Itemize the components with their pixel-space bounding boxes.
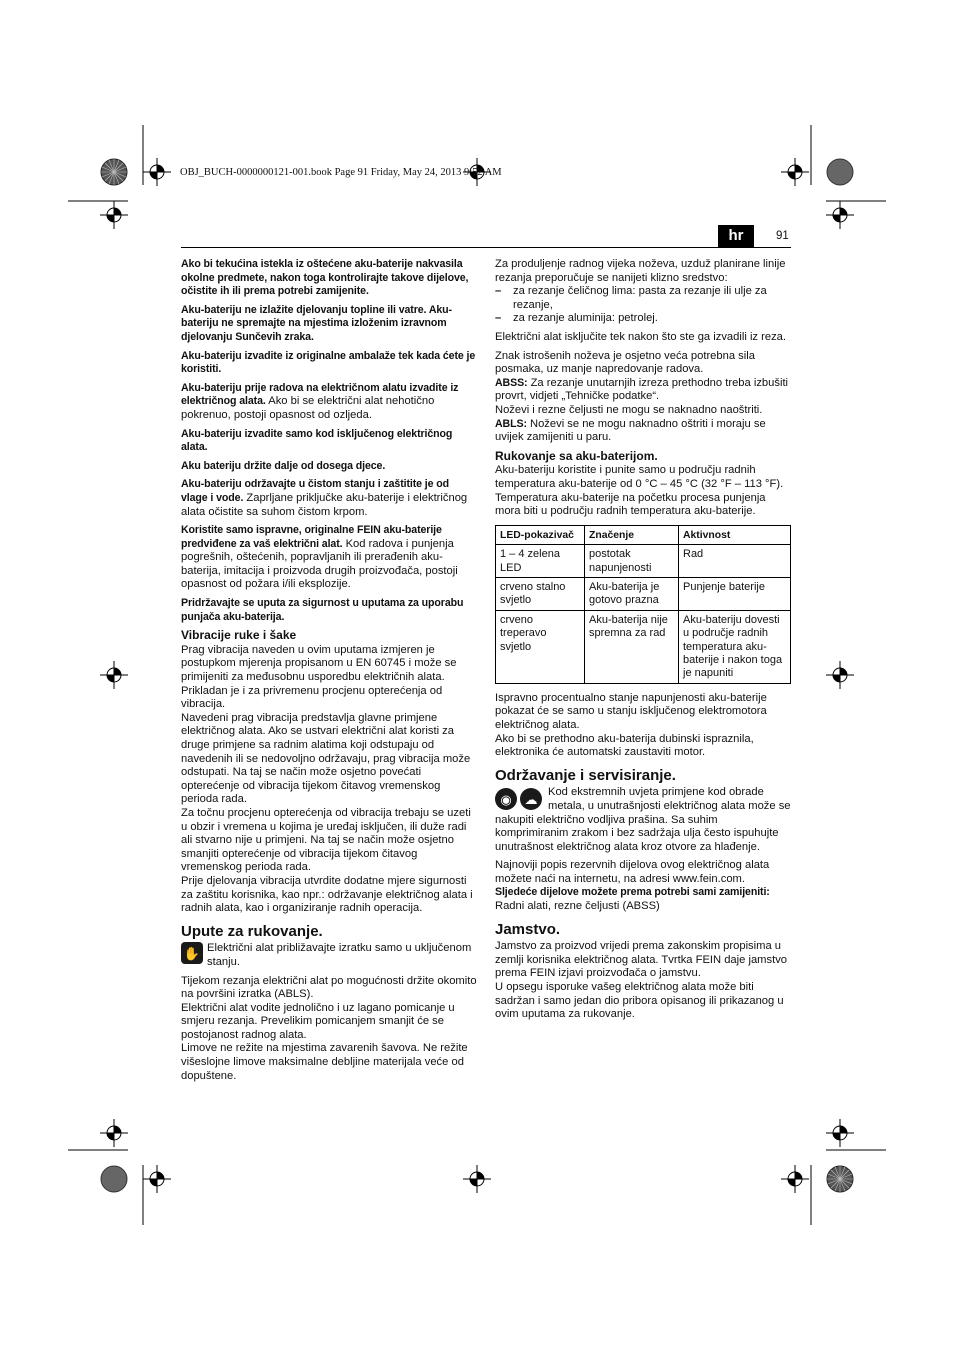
paragraph: Ispravno procentualno stanje napunjenosti aku-baterije pokazat će se samo u stanju isključenog elektromotora električnog alata.: [495, 691, 767, 731]
table-row: [496, 610, 791, 683]
eye-protection-icon: ◉: [495, 788, 517, 810]
operating-instructions-heading: Upute za rukovanje.: [181, 922, 323, 940]
table-header: LED-pokazivač: [496, 525, 585, 544]
instruction-paragraph: Limove ne režite na mjestima zavarenih šavova. Ne režite višeslojne limove maksimalne debljine materijala veće od dopuštene.: [181, 1042, 468, 1082]
paragraph: [495, 418, 791, 445]
safety-paragraph: Aku-bateriju izvadite samo kod isključenog električnog alata.: [181, 427, 453, 454]
paragraph: Kod ekstremnih uvjeta primjene kod obrade metala, u unutrašnjosti električnog alata može se nakupiti električno vodljiva prašina. Sa suhim komprimiranim zrakom i bez sadržaja ulja često ispuhujte unutrašnost električnog alata kroz otvore za hlađenje.: [495, 786, 791, 853]
vibration-paragraph: Za točnu procjenu opterećenja od vibracija trebaju se uzeti u obzir i vremena u kojima je uređaj isključen, ili duže radi ali stvarno nije u primjeni. Na taj se način može osjetno smanjiti opterećenje od vibracija tijekom čitavog vremenskog perioda rada.: [181, 806, 471, 874]
safety-paragraph: Aku-bateriju izvadite iz originalne ambalaže tek kada ćete je koristiti.: [181, 349, 476, 376]
warranty-heading: Jamstvo.: [495, 920, 561, 938]
hand-on-tool-icon: ✋: [181, 942, 203, 964]
table-cell: crveno stalno svjetlo: [496, 577, 585, 610]
maintenance-heading: Održavanje i servisiranje.: [495, 766, 676, 784]
bold-lead: Koristite samo ispravne, originalne FEIN aku-baterije predviđene za vaš električni alat.: [181, 524, 442, 550]
led-table: [495, 525, 791, 684]
table-cell: Aku-bateriju dovesti u područje radnih temperatura aku-baterije i nakon toga je napuniti: [679, 610, 791, 683]
maintenance-block: [495, 786, 791, 854]
lubricant-list: [495, 285, 791, 326]
language-badge: hr: [718, 225, 754, 247]
battery-handling-heading: Rukovanje sa aku-baterijom.: [495, 448, 658, 463]
table-cell: postotak napunjenosti: [585, 545, 679, 578]
paragraph-text: Kod radova i punjenja pogrešnih, oštećenih, popravljanih ili prerađenih aku-baterija, imitacija i proizvoda drugih proizvođača, postoji opasnost od požara i/ili eksplozije.: [181, 537, 458, 591]
vibration-paragraph: Navedeni prag vibracija predstavlja glavne primjene električnog alata. Ako se ustvari električni alat koristi za druge primjene sa radnim alatima koji odstupaju od navedenih ili se nedovoljno održavaju, prag vibracija može odstupati. Na taj se način može osjetno povećati opterećenje od vibracija tijekom čitavog vremenskog perioda rada.: [181, 711, 471, 806]
table-header-row: [496, 525, 791, 544]
safety-paragraph: [181, 524, 477, 592]
ppe-icons: [495, 788, 542, 810]
paragraph: Noževi i rezne čeljusti ne mogu se naknadno naoštriti.: [495, 403, 763, 416]
paragraph: Radni alati, rezne čeljusti (ABSS): [495, 900, 660, 913]
right-column: [495, 258, 791, 1027]
paragraph: Najnoviji popis rezervnih dijelova ovog električnog alata možete naći na internetu, na adresi www.fein.com.: [495, 859, 770, 885]
file-info: OBJ_BUCH-0000000121-001.book Page 91 Friday, May 24, 2013 9:52 AM: [180, 167, 502, 178]
paragraph: Znak istrošenih noževa je osjetno veća potrebna sila posmaka, uz manje napredovanje radova.: [495, 349, 755, 376]
instruction-paragraph: Električni alat vodite jednolično i uz lagano pomicanje u smjeru rezanja. Prevelikim pomicanjem smanjit će se postojanost radnog alata.: [181, 1001, 455, 1041]
paragraph: U opsegu isporuke vašeg električnog alata može biti sadržan i samo jedan dio pribora opisanog ili prikazanog u ovim uputama za rukovanje.: [495, 981, 784, 1021]
icon-paragraph: [181, 942, 477, 969]
paragraph-text: Električni alat približavajte izratku samo u uključenom stanju.: [207, 942, 472, 968]
spare-parts-lead: Sljedeće dijelove možete prema potrebi sami zamijeniti:: [495, 886, 770, 899]
paragraph-text: Za rezanje unutarnjih izreza prethodno treba izbušiti provrt, vidjeti „Tehničke podatke“.: [495, 376, 789, 403]
list-item: – za rezanje čeličnog lima: pasta za rezanje ili ulje za rezanje,: [495, 285, 791, 312]
bold-lead: Aku-bateriju održavajte u čistom stanju i zaštitite je od vlage i vode.: [181, 478, 450, 504]
table-row: [496, 545, 791, 578]
paragraph-text: Ako bi se električni alat nehotično pokrenuo, postoji opasnost od ozljeda.: [181, 395, 435, 421]
table-header: Značenje: [585, 525, 679, 544]
vibration-heading: Vibracije ruke i šake: [181, 628, 297, 643]
table-cell: crveno treperavo svjetlo: [496, 610, 585, 683]
bold-lead: ABLS:: [495, 417, 527, 430]
vibration-paragraph: Prije djelovanja vibracija utvrdite dodatne mjere sigurnosti za zaštitu korisnika, kao npr.: održavanje električnog alata i radnih alata, kao i organiziranje radnih operacija.: [181, 874, 473, 915]
table-cell: Punjenje baterije: [679, 577, 791, 610]
safety-paragraph: Aku-bateriju ne izlažite djelovanju topline ili vatre. Aku-bateriju ne spremajte na mjestima izloženim izravnom djelovanju Sunčevih zraka.: [181, 303, 452, 343]
page-number: 91: [776, 230, 789, 242]
paragraph: Električni alat isključite tek nakon što ste ga izvadili iz reza.: [495, 330, 787, 343]
safety-paragraph: Ako bi tekućina istekla iz oštećene aku-baterije nakvasila okolne predmete, nakon toga kontrolirajte takove dijelove, očistite ih ili prema potrebi zamijenite.: [181, 258, 469, 298]
respirator-icon: ☁: [520, 788, 542, 810]
table-cell: Aku-baterija je gotovo prazna: [585, 577, 679, 610]
safety-paragraph: Aku bateriju držite dalje od dosega djece.: [181, 459, 386, 472]
instruction-paragraph: Tijekom rezanja električni alat po mogućnosti držite okomito na površini izratka (ABLS).: [181, 974, 477, 1001]
paragraph: Ako bi se prethodno aku-baterija dubinski ispraznila, elektronika će automatski zaustaviti motor.: [495, 732, 754, 759]
header-rule: [181, 247, 791, 248]
paragraph-text: Noževi se ne mogu naknadno oštriti i moraju se uvijek zamijeniti u paru.: [495, 417, 766, 444]
paragraph: Jamstvo za proizvod vrijedi prema zakonskim propisima u zemlji korisnika električnog alata. Tvrtka FEIN daje jamstvo prema FEIN izjavi proizvođača o jamstvu.: [495, 940, 788, 980]
bold-lead: Aku-bateriju prije radova na električnom alatu izvadite iz električnog alata.: [181, 381, 459, 408]
vibration-paragraph: Prag vibracija naveden u ovim uputama izmjeren je postupkom mjerenja propisanom u EN 60745 i može se primijeniti za međusobnu usporedbu električnih alata. Prikladan je i za privremenu procjenu opterećenja od vibracija.: [181, 643, 457, 711]
paragraph: Za produljenje radnog vijeka noževa, uzduž planirane linije rezanja preporučuje se nanijeti klizno sredstvo:: [495, 258, 786, 284]
table-cell: 1 – 4 zelena LED: [496, 545, 585, 578]
left-column: [181, 258, 477, 1088]
bold-lead: ABSS:: [495, 376, 528, 389]
table-header: Aktivnost: [679, 525, 791, 544]
safety-paragraph: [181, 382, 477, 423]
safety-paragraph: Pridržavajte se uputa za sigurnost u uputama za uporabu punjača aku-baterija.: [181, 597, 464, 623]
list-item: – za rezanje aluminija: petrolej.: [495, 312, 791, 326]
paragraph: Aku-bateriju koristite i punite samo u području radnih temperatura aku-baterije od 0 °C – 45 °C (32 °F – 113 °F). Temperatura aku-baterije na početku procesa punjenja mora biti u području radnih temperatura aku-baterije.: [495, 464, 784, 518]
table-cell: Aku-baterija nije spremna za rad: [585, 610, 679, 683]
table-row: [496, 577, 791, 610]
paragraph-text: Zaprljane priključke aku-baterije i električnog alata očistite sa suhom čistom krpom.: [181, 491, 468, 518]
paragraph: [495, 377, 791, 404]
table-cell: Rad: [679, 545, 791, 578]
safety-paragraph: [181, 478, 477, 519]
